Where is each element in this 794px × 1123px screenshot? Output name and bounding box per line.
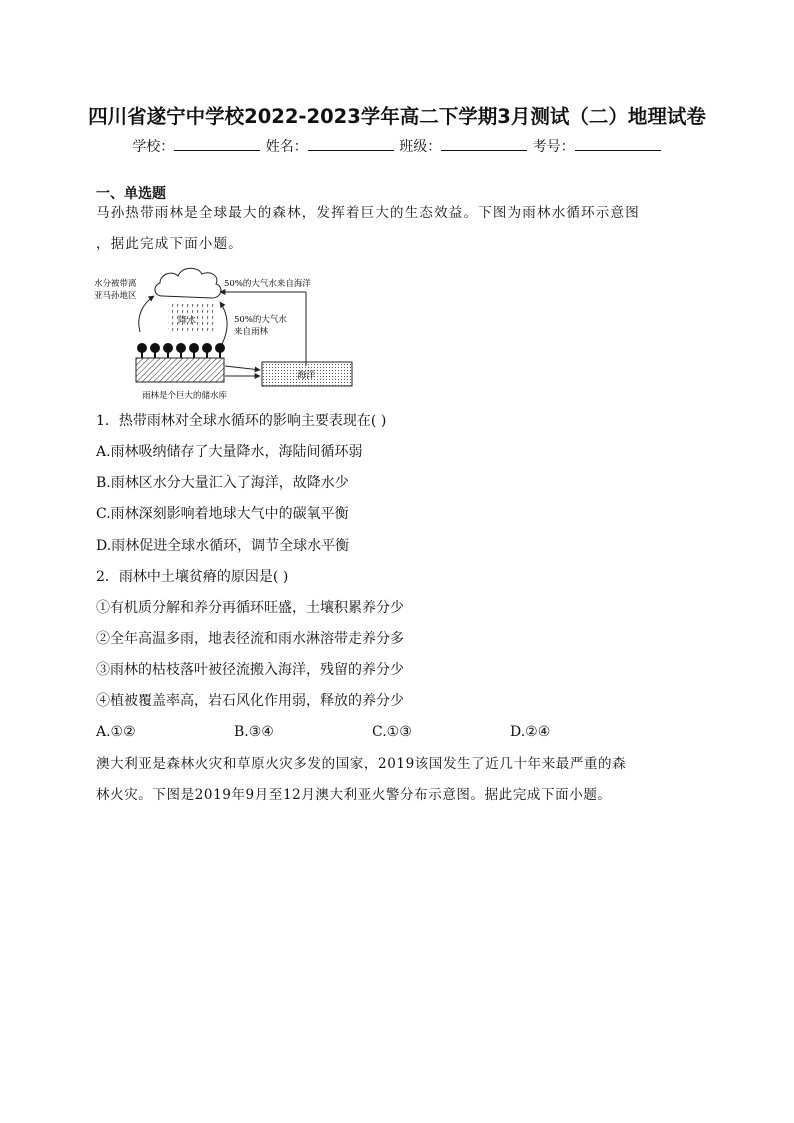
q2-item-1: ①有机质分解和养分再循环旺盛，土壤积累养分少 — [96, 600, 404, 616]
page-title: 四川省遂宁中学校2022-2023学年高二下学期3月测试（二）地理试卷 — [88, 105, 706, 128]
q1-stem: 1．热带雨林对全球水循环的影响主要表现在( ) — [96, 413, 387, 429]
q1-option-a[interactable]: A.雨林吸纳储存了大量降水，海陆间循环弱 — [96, 444, 363, 460]
fig-label-ocean-source: 50%的大气水来自海洋 — [224, 279, 311, 289]
tree-icons — [137, 343, 225, 358]
cloud-icon — [155, 268, 221, 298]
school-blank[interactable] — [174, 138, 260, 151]
q2-item-4: ④植被覆盖率高，岩石风化作用弱，释放的养分少 — [96, 693, 404, 709]
fig-label-moisture-2: 亚马孙地区 — [94, 291, 137, 301]
exam-number-label: 考号： — [532, 139, 575, 155]
intro-line-1: 马孙热带雨林是全球最大的森林，发挥着巨大的生态效益。下图为雨林水循环示意图 — [96, 205, 640, 221]
exam-number-blank[interactable] — [575, 138, 661, 151]
name-blank[interactable] — [308, 138, 394, 151]
fig-label-ocean: 海洋 — [297, 371, 316, 381]
intro-line-2: ，据此完成下面小题。 — [96, 236, 243, 252]
q2-option-d[interactable]: D.②④ — [510, 724, 551, 740]
intro2-line-2: 林火灾。下图是2019年9月至12月澳大利亚火警分布示意图。据此完成下面小题。 — [96, 787, 612, 803]
fig-caption: 雨林是个巨大的储水库 — [142, 391, 228, 401]
fig-label-forest-source-2: 来自雨林 — [234, 327, 269, 337]
student-info-line — [0, 136, 794, 156]
q2-option-a[interactable]: A.①② — [96, 724, 136, 740]
q2-stem: 2．雨林中土壤贫瘠的原因是( ) — [96, 569, 289, 585]
land-block — [136, 358, 224, 382]
q1-option-c[interactable]: C.雨林深刻影响着地球大气中的碳氧平衡 — [96, 506, 349, 522]
fig-label-rain: 降水 — [178, 316, 197, 326]
section-heading: 一、单选题 — [96, 186, 166, 202]
school-label: 学校： — [132, 139, 175, 155]
q1-option-d[interactable]: D.雨林促进全球水循环，调节全球水平衡 — [96, 538, 350, 554]
q1-option-b[interactable]: B.雨林区水分大量汇入了海洋，故降水少 — [96, 475, 349, 491]
class-blank[interactable] — [441, 138, 527, 151]
q2-option-c[interactable]: C.①③ — [372, 724, 412, 740]
name-label: 姓名： — [265, 139, 308, 155]
q2-option-b[interactable]: B.③④ — [234, 724, 274, 740]
q2-item-2: ②全年高温多雨，地表径流和雨水淋溶带走养分多 — [96, 631, 404, 647]
fig-label-moisture-1: 水分被带离 — [94, 279, 137, 289]
fig-label-forest-source-1: 50%的大气水 — [234, 315, 287, 325]
intro2-line-1: 澳大利亚是森林火灾和草原火灾多发的国家，2019该国发生了近几十年来最严重的森 — [96, 756, 627, 772]
q2-item-3: ③雨林的枯枝落叶被径流搬入海洋，残留的养分少 — [96, 662, 404, 678]
class-label: 班级： — [399, 139, 442, 155]
water-cycle-figure — [92, 262, 362, 402]
